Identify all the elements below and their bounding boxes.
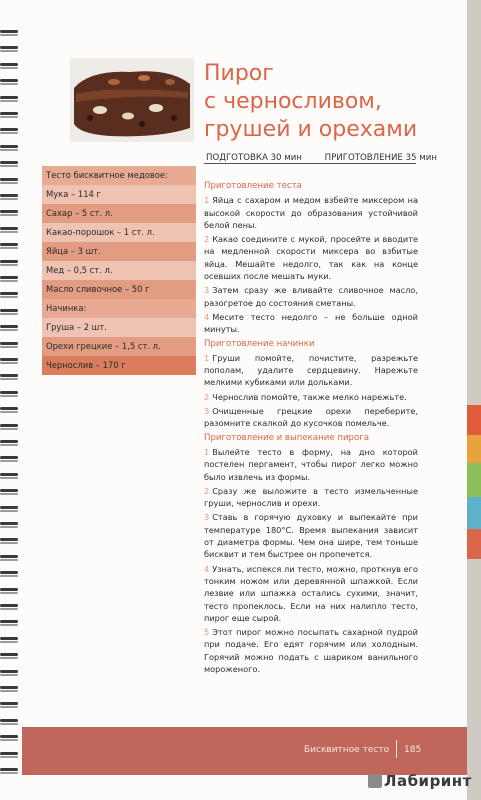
step-text: Яйца с сахаром и медом взбейте миксером на высокой скорости до образования устойчивой белой пены. — [204, 195, 418, 230]
step-number: 1 — [204, 352, 210, 363]
spiral-coil — [0, 161, 22, 168]
color-tab-orange — [467, 435, 481, 463]
ingredient-row: Мед – 0,5 ст. л. — [42, 261, 196, 280]
spiral-coil — [0, 653, 22, 660]
step-number: 2 — [204, 391, 210, 402]
footer-band — [22, 727, 467, 775]
spiral-coil — [0, 63, 22, 70]
title-line: грушей и орехами — [204, 117, 418, 142]
step-text: Груши помойте, почистите, разрежьте пополам, удалите сердцевину. Нарежьте мелкими кубиками или дольками. — [204, 352, 418, 388]
spiral-binding — [0, 30, 22, 790]
step-text: Ставь в горячую духовку и выпекайте при температуре 180°С. Время выпекания зависит от диаметра формы. Чем она шире, тем тоньше бисквит и тем быстрее он пропечется. — [204, 512, 418, 560]
step — [204, 563, 418, 624]
spiral-coil — [0, 309, 22, 316]
ingredient-row: Груша – 2 шт. — [42, 318, 196, 337]
step-text: Затем сразу же вливайте сливочное масло, разогретое до состояния сметаны. — [204, 285, 418, 308]
step-text: Сразу же выложите в тесто измельченные груши, чернослив и орехи. — [204, 485, 418, 509]
spiral-coil — [0, 276, 22, 283]
spiral-coil — [0, 735, 22, 742]
step — [204, 511, 418, 560]
spiral-coil — [0, 178, 22, 185]
spiral-coil — [0, 325, 22, 332]
step-number: 3 — [204, 512, 210, 523]
page-edge — [467, 0, 481, 800]
spiral-coil — [0, 210, 22, 217]
section-heading-filling: Приготовление начинки — [204, 338, 315, 349]
spiral-coil — [0, 571, 22, 578]
title-line: Пирог — [204, 61, 274, 86]
spiral-coil — [0, 374, 22, 381]
step-number: 1 — [204, 195, 210, 206]
spiral-coil — [0, 522, 22, 529]
step — [204, 311, 418, 336]
spiral-coil — [0, 260, 22, 267]
spiral-coil — [0, 391, 22, 398]
ingredients-table — [42, 166, 196, 375]
step-text: Месите тесто недолго – не больше одной минуты. — [204, 311, 418, 335]
ingredient-row: Масло сливочное – 50 г — [42, 280, 196, 299]
title-line: с черносливом, — [204, 89, 382, 114]
color-tab-blue — [467, 497, 481, 529]
spiral-coil — [0, 79, 22, 86]
spiral-coil — [0, 243, 22, 250]
watermark-text: Лабиринт — [384, 772, 472, 790]
spiral-coil — [0, 702, 22, 709]
spiral-coil — [0, 342, 22, 349]
spiral-coil — [0, 752, 22, 759]
step-number: 4 — [204, 311, 210, 322]
step — [204, 284, 418, 309]
prep-time: ПОДГОТОВКА 30 мин — [206, 153, 302, 163]
divider — [204, 163, 416, 164]
spiral-coil — [0, 506, 22, 513]
spiral-coil — [0, 686, 22, 693]
spiral-coil — [0, 194, 22, 201]
footer-section-title: Бисквитное тесто — [304, 745, 390, 755]
spiral-coil — [0, 489, 22, 496]
ingredient-row: Мука – 114 г — [42, 185, 196, 204]
step-text: Вылейте тесто в форму, на дно которой постелен пергамент, чтобы пирог легко можно было извлечь из формы. — [204, 446, 418, 482]
ingredient-row: Сахар – 5 ст. л. — [42, 204, 196, 223]
time-info — [206, 153, 457, 163]
spiral-coil — [0, 358, 22, 365]
step — [204, 352, 418, 389]
color-tab-green — [467, 463, 481, 497]
step — [204, 391, 418, 403]
step — [204, 446, 418, 483]
step — [204, 485, 418, 510]
spiral-coil — [0, 128, 22, 135]
color-tab-red — [467, 405, 481, 435]
spiral-coil — [0, 555, 22, 562]
footer-divider — [396, 740, 397, 758]
step-text: Этот пирог можно посыпать сахарной пудрой при подаче. Его едят горячим или холодным. Горячий можно подать с шариком ванильного мороженого. — [204, 627, 418, 674]
step-text: Узнать, испекся ли тесто, можно, проткнув его тонким ножом или деревянной шпажкой. Если лезвие или шпажка остались сухими, значит, тесто пропеклось. Если на них налипло тесто, пирог еще сырой. — [204, 563, 418, 623]
spiral-coil — [0, 440, 22, 447]
step-text: Очищенные грецкие орехи переберите, разомните скалкой до кусочков помельче. — [204, 406, 418, 429]
spiral-coil — [0, 670, 22, 677]
ingredients-heading-filling: Начинка: — [42, 299, 196, 318]
color-tab-coral — [467, 529, 481, 559]
spiral-coil — [0, 588, 22, 595]
spiral-coil — [0, 424, 22, 431]
spiral-coil — [0, 620, 22, 627]
spiral-coil — [0, 407, 22, 414]
section-heading-dough: Приготовление теста — [204, 181, 302, 191]
spiral-coil — [0, 538, 22, 545]
ingredient-row: Орехи грецкие – 1,5 ст. л. — [42, 337, 196, 356]
recipe-title — [204, 60, 434, 144]
spiral-coil — [0, 473, 22, 480]
spiral-coil — [0, 719, 22, 726]
step-number: 1 — [204, 446, 210, 457]
spiral-coil — [0, 604, 22, 611]
step-number: 2 — [204, 234, 210, 245]
step-number: 2 — [204, 485, 210, 496]
step — [204, 233, 418, 282]
watermark — [368, 772, 472, 790]
spiral-coil — [0, 227, 22, 234]
spiral-coil — [0, 292, 22, 299]
cake-photo — [70, 58, 194, 142]
step-text: Какао соедините с мукой, просейте и вводите на медленной скорости миксера во взбитые яйца. Мешайте недолго, так как на конце осевших после мешать муки. — [204, 234, 418, 282]
spiral-coil — [0, 456, 22, 463]
step — [204, 194, 418, 231]
ingredients-heading-dough: Тесто бисквитное медовое: — [42, 166, 196, 185]
ingredient-row: Какао-порошок – 1 ст. л. — [42, 223, 196, 242]
spiral-coil — [0, 30, 22, 37]
ingredient-row: Чернослив – 170 г — [42, 356, 196, 375]
ingredient-row: Яйца – 3 шт. — [42, 242, 196, 261]
spiral-coil — [0, 112, 22, 119]
cook-time: ПРИГОТОВЛЕНИЕ 35 мин — [324, 153, 437, 163]
step — [204, 626, 418, 675]
step — [204, 405, 418, 430]
spiral-coil — [0, 768, 22, 775]
step-number: 5 — [204, 627, 210, 638]
step-number: 3 — [204, 406, 210, 417]
spiral-coil — [0, 96, 22, 103]
step-text: Чернослив помойте, также мелко нарежьте. — [212, 391, 407, 402]
section-heading-baking: Приготовление и выпекание пирога — [204, 432, 370, 443]
spiral-coil — [0, 637, 22, 644]
labyrinth-logo-icon — [368, 774, 382, 788]
step-number: 3 — [204, 285, 210, 296]
step-number: 4 — [204, 563, 210, 574]
spiral-coil — [0, 145, 22, 152]
spiral-coil — [0, 46, 22, 53]
instructions — [204, 178, 418, 677]
page-number: 185 — [404, 745, 422, 755]
